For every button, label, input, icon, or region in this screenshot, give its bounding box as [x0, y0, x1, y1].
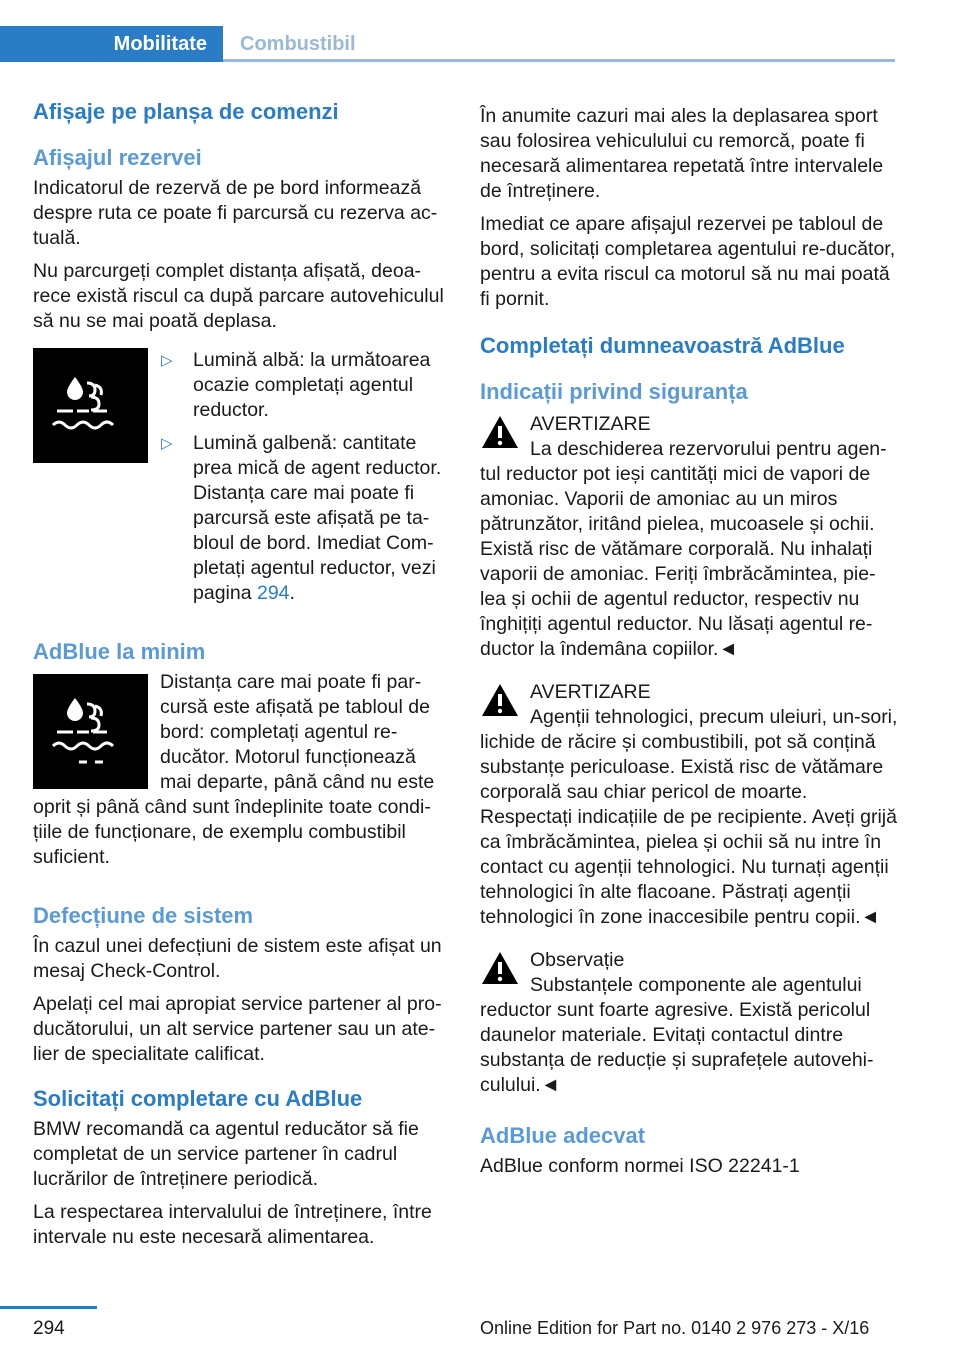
header-tabs — [0, 26, 895, 62]
note-text: Substanțele componente ale agentului reductor sunt foarte agresive. Există pericolul daunelor materiale. Evitați contactul dintre substanța de reducție și suprafețele autovehi‐culului.◄ — [480, 974, 874, 1096]
adequate-heading: AdBlue adecvat — [480, 1123, 646, 1148]
triangle-bullet-icon: ▷ — [161, 435, 173, 452]
right-column — [480, 104, 898, 1187]
header-rule — [223, 59, 895, 62]
minimum-section — [33, 638, 451, 878]
minimum-heading: AdBlue la minim — [33, 639, 206, 664]
tab-combustibil: Combustibil — [240, 33, 356, 55]
warning-title: AVERTIZARE — [530, 681, 651, 703]
request-text-2: La respectarea intervalului de întreținere, între intervale nu este necesară alimentarea. — [33, 1201, 432, 1248]
request-heading: Solicitați completare cu AdBlue — [33, 1086, 363, 1111]
warning-1 — [480, 412, 898, 662]
note-1 — [480, 948, 898, 1098]
warning-title: AVERTIZARE — [530, 413, 651, 435]
list-item: ▷ Lumină albă: la următoarea ocazie completați agentul reductor. — [161, 349, 431, 421]
warning-text: Agenții tehnologici, precum uleiuri, un‐sori, lichide de răcire și combustibili, pot să conțină substanțe periculoase. Există risc de vătămare corporală sau chiar pericol de moarte. Respectați indicațiile de pe recipiente. Aveți grijă ca îmbrăcămintea, pielea și ochii să nu intre în contact cu agenții tehnologici. Nu turnați agenții tehnologici în alte flacoane. Păstrați agenții tehnologici în zone inaccesibile pentru copii.◄ — [480, 706, 898, 928]
triangle-bullet-icon: ▷ — [161, 352, 173, 369]
page-number: 294 — [33, 1318, 65, 1339]
fault-text-2: Apelați cel mai apropiat service partener al pro‐ducătorului, un alt service partener sau un ate‐lier de specialitate calificat. — [33, 993, 442, 1065]
tab-mobilitate: Mobilitate — [0, 26, 223, 62]
edition-text: Online Edition for Part no. 0140 2 976 273 - X/16 — [480, 1318, 870, 1338]
note-title: Observație — [530, 949, 625, 971]
reserve-text-1: Indicatorul de rezervă de pe bord informează despre ruta ce poate fi parcursă cu rezerva ac‐tuală. — [33, 177, 438, 249]
fault-section — [33, 902, 451, 1067]
fault-heading: Defecțiune de sistem — [33, 903, 254, 928]
warning-triangle-icon — [480, 682, 520, 718]
warning-triangle-icon — [480, 414, 520, 450]
adequate-text: AdBlue conform normei ISO 22241-1 — [480, 1155, 800, 1177]
footer-rule — [0, 1306, 97, 1309]
warning-triangle-icon — [480, 950, 520, 986]
section-heading: Afișaje pe planșa de comenzi — [33, 99, 339, 124]
fill-heading: Completați dumneavoastră AdBlue — [480, 333, 845, 358]
request-section — [33, 1085, 451, 1250]
intro-text-1: În anumite cazuri mai ales la deplasarea sport sau folosirea vehiculului cu remorcă, poate fi necesară alimentarea repetată între intervalele de întreținere. — [480, 105, 884, 202]
indicator-list — [161, 348, 451, 614]
reserve-text-2: Nu parcurgeți complet distanța afișată, deoa‐rece există riscul ca după parcare autovehiculul să nu se mai poată deplasa. — [33, 260, 444, 332]
fault-text-1: În cazul unei defecțiuni de sistem este afișat un mesaj Check-Control. — [33, 935, 442, 982]
warning-2 — [480, 680, 898, 930]
left-column — [33, 98, 451, 1258]
list-item: ▷ Lumină galbenă: cantitate prea mică de agent reductor. Distanța care mai poate fi parcursă este afișată pe ta‐bloul de bord. Imediat Com‐pletați agentul reductor, vezi pagina 294. — [161, 432, 442, 604]
request-text-1: BMW recomandă ca agentul reducător să fie completat de un service partener în cadrul lucrărilor de întreținere periodică. — [33, 1118, 419, 1190]
adblue-indicator-icon — [33, 348, 148, 463]
page-link[interactable]: 294 — [256, 582, 290, 604]
minimum-text: Distanța care mai poate fi par‐cursă este afișată pe tabloul de bord: completați agentul re‐ducător. Motorul funcționează mai departe, până când nu este oprit și până când sunt îndeplinite toate condi‐țiile de funcționare, de exemplu combustibil suficient. — [33, 671, 435, 868]
reserve-heading: Afișajul rezervei — [33, 145, 202, 170]
intro-text-2: Imediat ce apare afișajul rezervei pe tabloul de bord, solicitați completarea agentului re‐ducător, pentru a evita riscul ca motorul să nu mai poată fi pornit. — [480, 213, 896, 310]
adequate-section — [480, 1122, 898, 1179]
warning-text: La deschiderea rezervorului pentru agen‐tul reductor pot ieși cantități mici de vapori de amoniac. Vaporii de amoniac au un miros pătrunzător, iritând pielea, mucoasele și ochii. Există risc de vătămare corporală. Nu inhalați vaporii de amoniac. Feriți îmbrăcămintea, pie‐lea și ochii de agentul reductor, respectiv nu înghițiți agentul reductor. Nu lăsați agentul re‐ductor la îndemâna copiilor.◄ — [480, 438, 887, 660]
adblue-minimum-icon — [33, 674, 148, 789]
safety-heading: Indicații privind siguranța — [480, 379, 748, 404]
reserve-indicator-block — [33, 348, 451, 614]
